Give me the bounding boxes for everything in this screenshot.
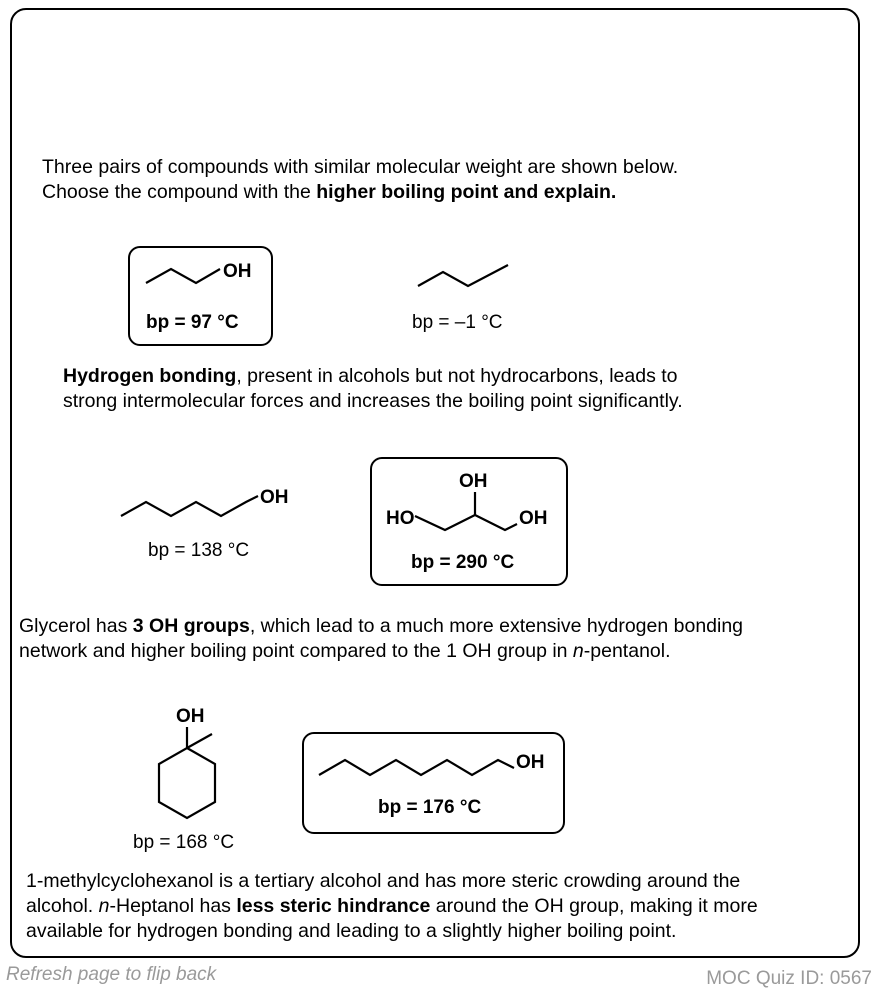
pair3-explanation-line-3: available for hydrogen bonding and leading to a slightly higher boiling point.	[26, 920, 677, 942]
svg-text:HO: HO	[386, 508, 415, 529]
pair3-explanation-line-1: 1-methylcyclohexanol is a tertiary alcohol and has more steric crowding around the	[26, 870, 741, 892]
pentanol-bp: bp = 138 °C	[148, 540, 250, 561]
svg-text:OH: OH	[519, 508, 548, 529]
pair3-explanation-line-2: alcohol. n-Heptanol has less steric hindrance around the OH group, making it more	[26, 895, 758, 917]
refresh-hint: Refresh page to flip back	[6, 964, 217, 985]
pair2-explanation-line-1: Glycerol has 3 OH groups, which lead to a much more extensive hydrogen bonding	[19, 615, 744, 637]
quiz-id: MOC Quiz ID: 0567	[706, 968, 872, 989]
propanol-bp: bp = 97 °C	[146, 312, 239, 333]
svg-text:OH: OH	[223, 261, 252, 282]
svg-text:OH: OH	[176, 706, 205, 727]
pair1-explanation-line-1: Hydrogen bonding, present in alcohols but not hydrocarbons, leads to	[63, 365, 678, 387]
svg-text:OH: OH	[516, 752, 545, 773]
intro-line-1: Three pairs of compounds with similar molecular weight are shown below.	[42, 156, 679, 178]
butane-bp: bp = –1 °C	[412, 312, 503, 333]
intro-line-2: Choose the compound with the higher boiling point and explain.	[42, 181, 617, 203]
pair2-explanation-line-2: network and higher boiling point compared to the 1 OH group in n-pentanol.	[19, 640, 671, 662]
glycerol-bp: bp = 290 °C	[411, 552, 515, 573]
pair1-explanation-line-2: strong intermolecular forces and increases the boiling point significantly.	[63, 390, 683, 412]
methylcyclohexanol-bp: bp = 168 °C	[133, 832, 235, 853]
heptanol-bp: bp = 176 °C	[378, 797, 482, 818]
svg-text:OH: OH	[260, 487, 289, 508]
svg-text:OH: OH	[459, 471, 488, 492]
